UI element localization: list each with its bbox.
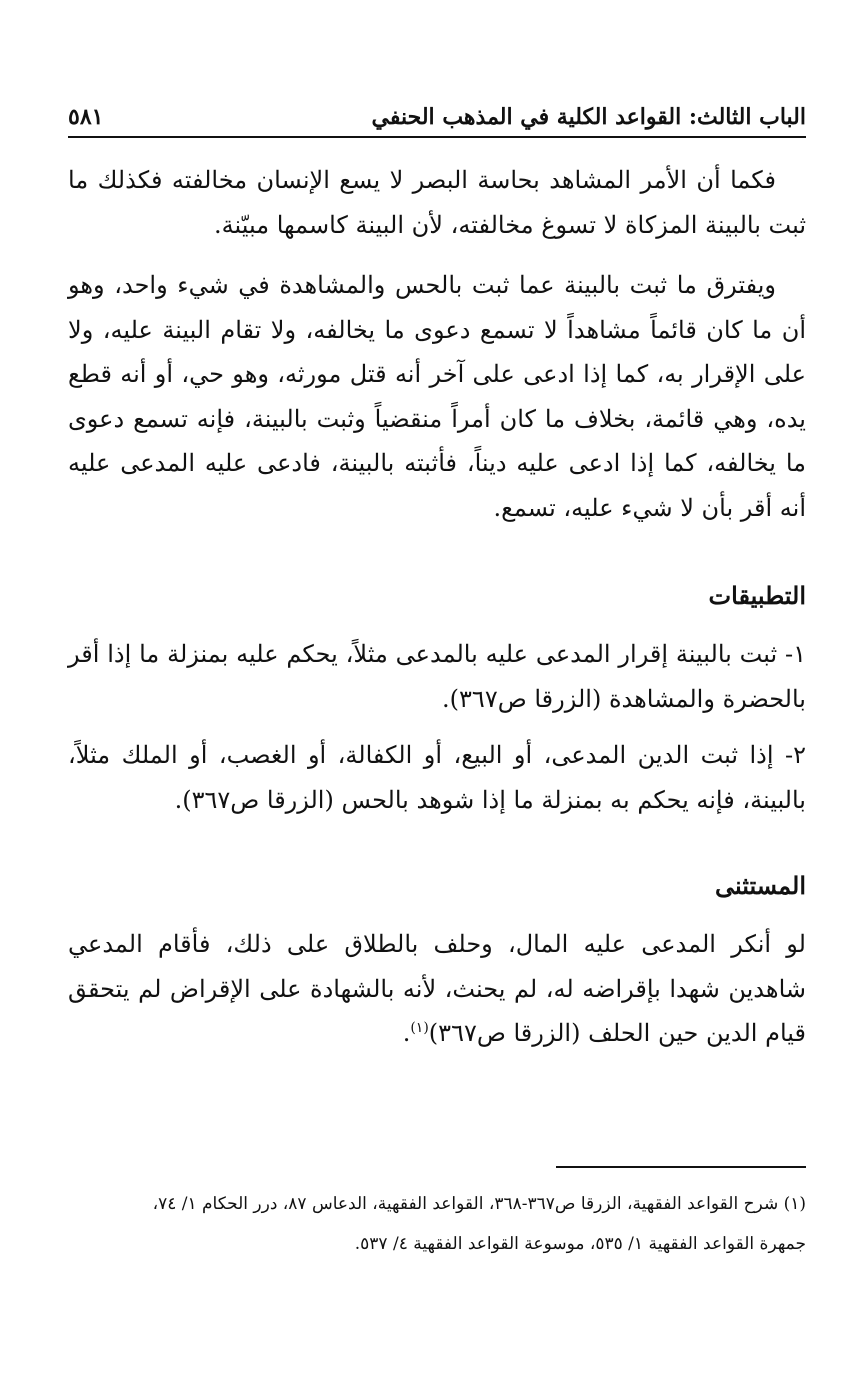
footnotes xyxy=(68,1184,806,1264)
application-item-2: ٢- إذا ثبت الدين المدعى، أو البيع، أو الكفالة، أو الغصب، أو الملك مثلاً، بالبينة، فإنه يحكم به بمنزلة ما إذا شوهد بالحس (الزرقا ص٣٦٧). xyxy=(68,741,806,814)
footnote-marker: (١) xyxy=(410,1020,429,1036)
paragraph-1: فكما أن الأمر المشاهد بحاسة البصر لا يسع الإنسان مخالفته فكذلك ما ثبت بالبينة المزكاة لا تسوغ مخالفته، لأن البينة كاسمها مبيّنة. xyxy=(68,166,806,239)
header-rule xyxy=(68,136,806,138)
paragraph-2: ويفترق ما ثبت بالبينة عما ثبت بالحس والمشاهدة في شيء واحد، وهو أن ما كان قائماً مشاهداً لا تسمع دعوى ما يخالفه، ولا تقام البينة عليه، ولا على الإقرار به، كما إذا ادعى على آخر أنه قتل مورثه، وهو حي، أو أنه قطع يده، وهي قائمة، بخلاف ما كان أمراً منقضياً وثبت بالبينة، فإنه تسمع دعوى ما يخالفه، كما إذا ادعى عليه ديناً، فأثبته بالبينة، فادعى عليه المدعى عليه أنه أقر بأن لا شيء عليه، تسمع. xyxy=(68,271,807,522)
chapter-title: الباب الثالث: القواعد الكلية في المذهب الحنفي xyxy=(371,104,806,130)
exception-heading: المستثنى xyxy=(715,871,806,900)
running-header xyxy=(68,96,806,130)
main-text xyxy=(68,158,806,1056)
applications-heading: التطبيقات xyxy=(708,581,806,610)
page-number: ٥٨١ xyxy=(68,104,104,130)
footnote-1-line-1: (١) شرح القواعد الفقهية، الزرقا ص٣٦٧-٣٦٨، القواعد الفقهية، الدعاس ٨٧، درر الحكام ١/ ٧٤، xyxy=(152,1194,806,1214)
application-item-1: ١- ثبت بالبينة إقرار المدعى عليه بالمدعى مثلاً، يحكم عليه بمنزلة ما إذا أقر بالحضرة والمشاهدة (الزرقا ص٣٦٧). xyxy=(68,640,806,713)
footnote-rule xyxy=(556,1166,806,1168)
exception-text: لو أنكر المدعى عليه المال، وحلف بالطلاق على ذلك، فأقام المدعي شاهدين شهدا بإقراضه له، لم يحنث، لأنه بالشهادة على الإقراض لم يتحقق قيام الدين حين الحلف (الزرقا ص٣٦٧) xyxy=(68,930,806,1047)
exception-paragraph xyxy=(68,922,806,1056)
footnote-1-line-2: جمهرة القواعد الفقهية ١/ ٥٣٥، موسوعة القواعد الفقهية ٤/ ٥٣٧. xyxy=(354,1234,806,1254)
exception-end: . xyxy=(402,1019,411,1047)
